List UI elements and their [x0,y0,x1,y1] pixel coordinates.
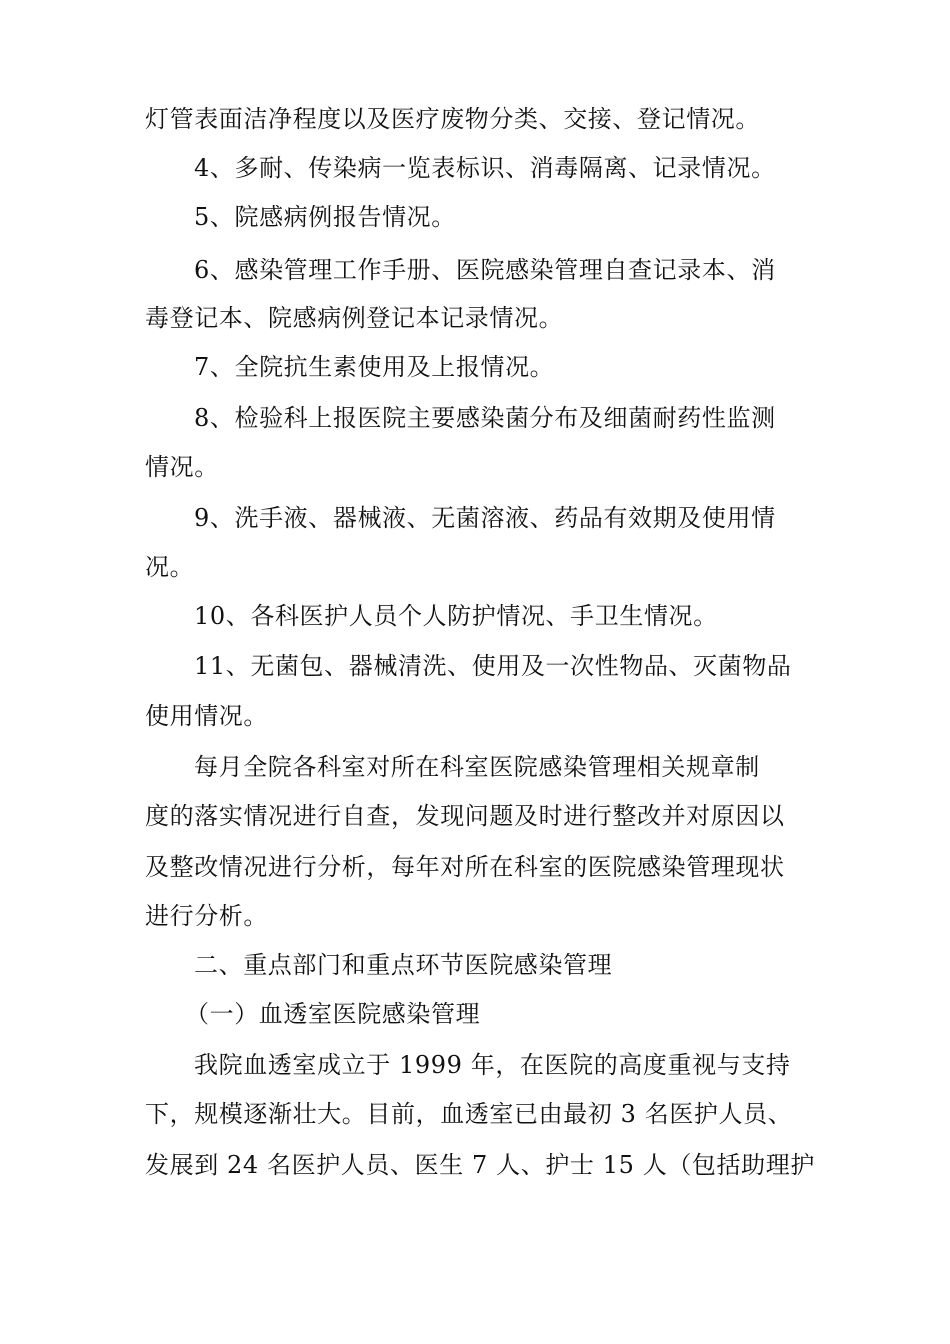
text-line-5: 毒登记本、院感病例登记本记录情况。 [145,304,564,332]
text-line-12: 11、无菌包、器械清洗、使用及一次性物品、灭菌物品 [194,652,792,680]
text-line-2: 4、多耐、传染病一览表标识、消毒隔离、记录情况。 [194,154,776,182]
text-line-7: 8、检验科上报医院主要感染菌分布及细菌耐药性监测 [194,404,776,432]
text-line-6: 7、全院抗生素使用及上报情况。 [194,353,555,381]
text-line-20: 我院血透室成立于 1999 年，在医院的高度重视与支持 [194,1051,791,1079]
text-line-10: 况。 [145,553,195,581]
text-line-16: 及整改情况进行分析，每年对所在科室的医院感染管理现状 [145,853,785,881]
text-line-3: 5、院感病例报告情况。 [194,203,456,231]
text-line-11: 10、各科医护人员个人防护情况、手卫生情况。 [194,602,718,630]
text-line-14: 每月全院各科室对所在科室医院感染管理相关规章制 [194,753,760,781]
text-line-22: 发展到 24 名医护人员、医生 7 人、护士 15 人（包括助理护 [145,1151,815,1179]
subsection-heading: （一）血透室医院感染管理 [185,1000,481,1028]
section-heading: 二、重点部门和重点环节医院感染管理 [194,951,613,979]
text-line-21: 下，规模逐渐壮大。目前，血透室已由最初 3 名医护人员、 [145,1100,793,1128]
text-line-17: 进行分析。 [145,902,268,930]
text-line-13: 使用情况。 [145,702,268,730]
text-line-15: 度的落实情况进行自查，发现问题及时进行整改并对原因以 [145,802,785,830]
text-line-4: 6、感染管理工作手册、医院感染管理自查记录本、消 [194,256,776,284]
text-line-1: 灯管表面洁净程度以及医疗废物分类、交接、登记情况。 [145,105,760,133]
text-line-8: 情况。 [145,453,219,481]
text-line-9: 9、洗手液、器械液、无菌溶液、药品有效期及使用情 [194,504,776,532]
